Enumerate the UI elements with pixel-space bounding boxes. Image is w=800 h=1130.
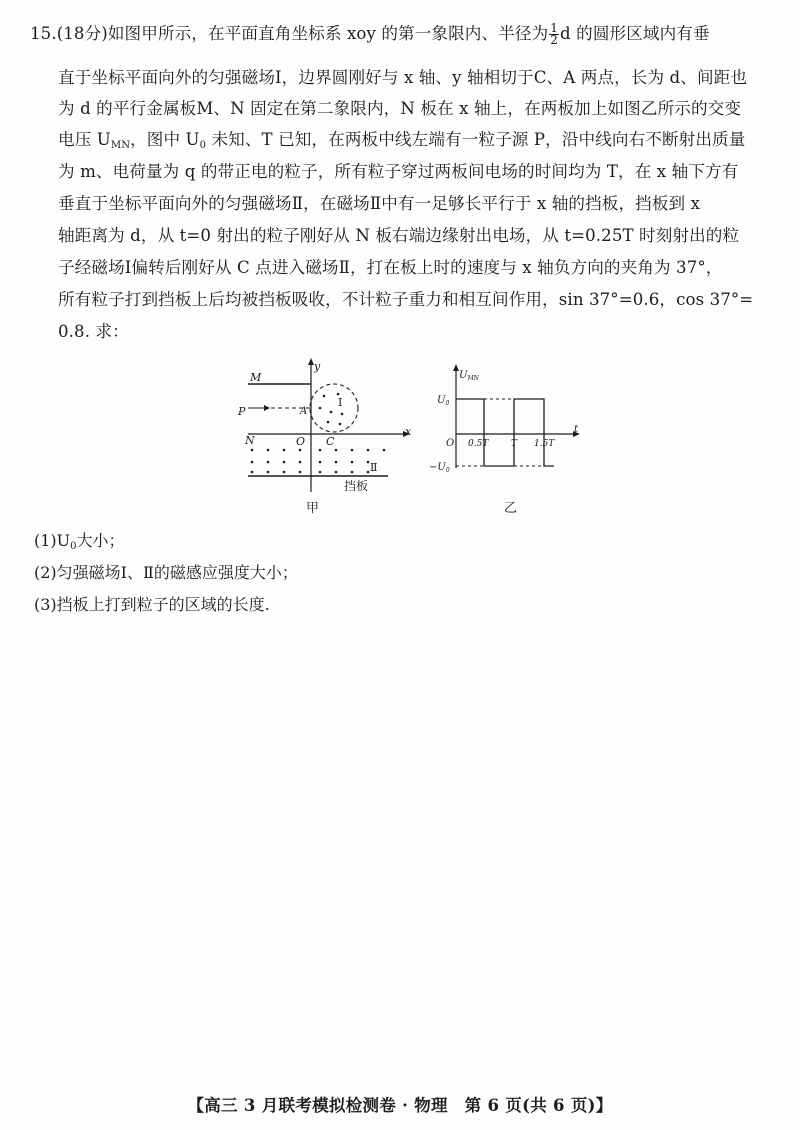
problem-line-8: 子经磁场Ⅰ偏转后刚好从 C 点进入磁场Ⅱ，打在板上时的速度与 x 轴负方向的夹角为 37°，	[58, 258, 723, 277]
caption-jia: 甲	[306, 501, 320, 516]
problem-line-2: 直于坐标平面向外的匀强磁场Ⅰ，边界圆刚好与 x 轴、y 轴相切于C、A 两点，长为 d、间距也	[58, 68, 748, 87]
question-1: $(1)U_0$大小；	[34, 531, 125, 552]
label-baffle: 挡板	[344, 479, 369, 493]
problem-score: (18分)	[56, 24, 108, 43]
label-O: O	[296, 435, 306, 448]
figure-yi	[426, 358, 596, 522]
label-neg-U0: $-U_0$	[429, 462, 450, 474]
question-3: (3)挡板上打到粒子的区域的长度.	[34, 595, 270, 614]
field-II-dots	[251, 449, 386, 474]
fraction-half: $\frac{1}{2}$	[550, 21, 559, 47]
problem-line-10: 0.8. 求：	[58, 322, 129, 341]
y-axis-label: y	[314, 360, 321, 373]
problem-number: 15.	[30, 24, 57, 43]
problem-line-9: 所有粒子打到挡板上后均被挡板吸收，不计粒子重力和相互间作用，sin 37°=0.6，cos 37°=	[58, 290, 754, 309]
problem-line-6: 垂直于坐标平面向外的匀强磁场Ⅱ，在磁场Ⅱ中有一足够长平行于 x 轴的挡板，挡板到 x	[58, 194, 701, 213]
question-2: (2)匀强磁场Ⅰ、Ⅱ的磁感应强度大小；	[34, 563, 298, 582]
tick-15T: 1.5T	[534, 439, 555, 449]
label-field-II: Ⅱ	[370, 461, 378, 474]
particle-arrow	[264, 405, 270, 411]
problem-line-1: 15.(18分)如图甲所示，在平面直角坐标系 xoy 的第一象限内、半径为 $\frac{1}{2}$ d 的圆形区域内有垂	[30, 21, 710, 47]
tick-T: T	[511, 439, 518, 449]
t-axis-label: t	[574, 424, 579, 435]
problem-line-3: 为 d 的平行金属板M、N 固定在第二象限内，N 板在 x 轴上，在两板加上如图乙所示的交变	[58, 99, 742, 118]
label-A: A	[300, 406, 308, 417]
page-footer: 【高三 3 月联考模拟检测卷 · 物理 第 6 页(共 6 页)】	[187, 1096, 613, 1115]
u-axis-label: $U_{MN}$	[459, 370, 479, 382]
label-N: N	[245, 434, 255, 447]
caption-yi: 乙	[504, 501, 518, 516]
tick-05T: 0.5T	[468, 439, 489, 449]
label-O: O	[446, 438, 455, 449]
problem-line-4: 电压 $U_{MN}$，图中 $U_0$ 未知、T 已知，在两板中线左端有一粒子源 P，沿中线向右不断射出质量	[58, 130, 746, 151]
label-C: C	[326, 435, 335, 448]
label-U0: $U_0$	[437, 395, 450, 407]
x-axis-label: x	[405, 425, 412, 438]
label-M: M	[250, 371, 262, 384]
label-P: P	[238, 405, 246, 418]
waveform-guides	[456, 399, 544, 466]
problem-line-7: 轴距离为 d，从 t=0 射出的粒子刚好从 N 板右端边缘射出电场，从 t=0.25T 时刻射出的粒	[58, 226, 740, 245]
problem-line-5: 为 m、电荷量为 q 的带正电的粒子，所有粒子穿过两板间电场的时间均为 T，在 x 轴下方有	[58, 162, 739, 181]
voltage-waveform	[456, 399, 554, 466]
label-field-I: Ⅰ	[338, 396, 343, 409]
field-I-boundary	[310, 384, 358, 432]
figure-jia	[228, 352, 428, 522]
